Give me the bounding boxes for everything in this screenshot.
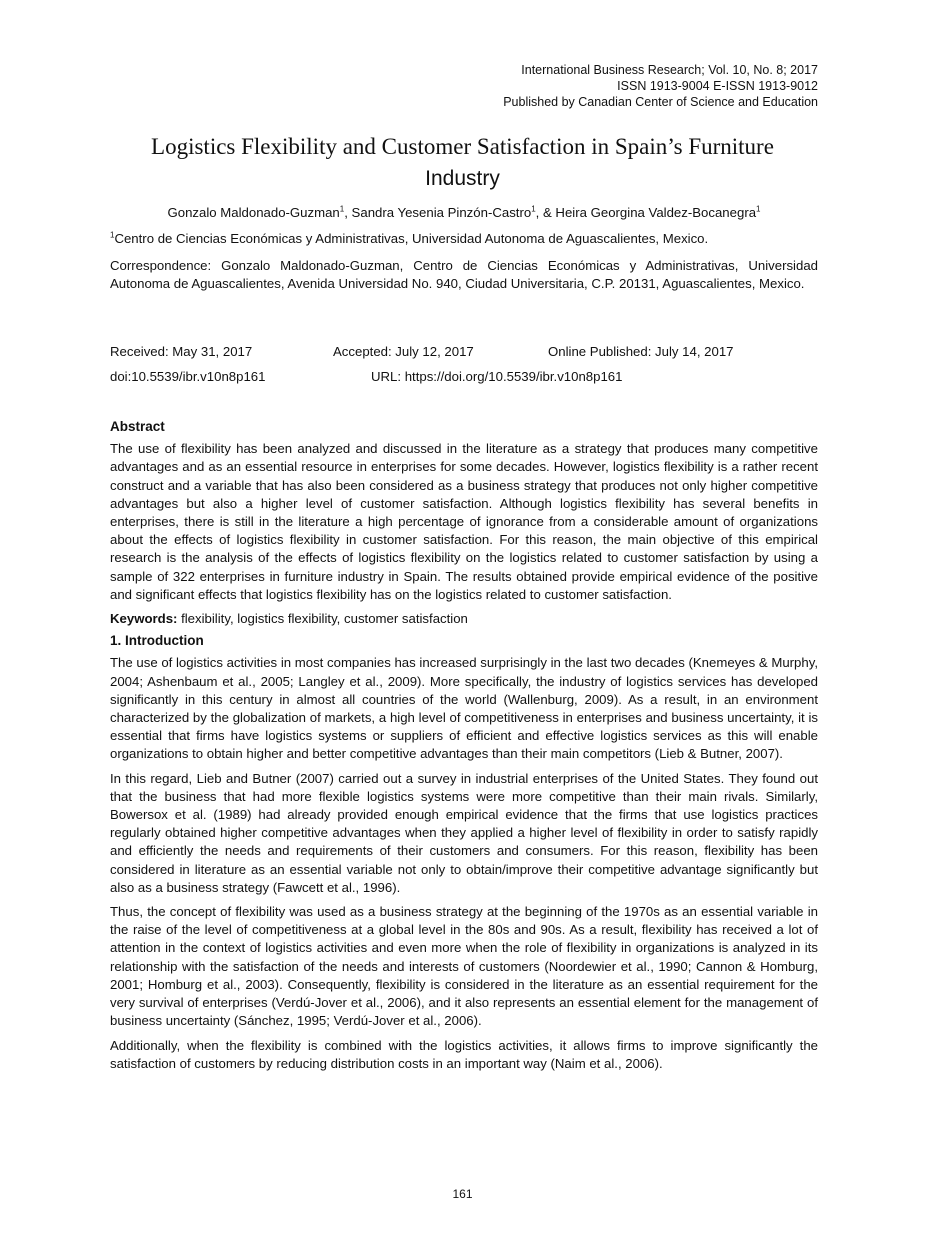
page-number: 161 <box>452 1187 473 1201</box>
accepted-date: Accepted: July 12, 2017 <box>333 344 474 359</box>
author-2: , Sandra Yesenia Pinzón-Castro <box>344 205 532 220</box>
title-line-1: Logistics Flexibility and Customer Satisfaction in Spain’s Furniture <box>151 134 774 159</box>
author-3-affil: 1 <box>756 204 761 214</box>
abstract-text: The use of flexibility has been analyzed and discussed in the literature as a strategy that produces many competitive advantages and as an essential resource in enterprises for some decades. However, logistics flexibility is a rather recent construct and a variable that has also been considered as a business strategy that produces not only higher competitive advantages but also a higher level of customer satisfaction. Although logistics flexibility has several benefits in enterprises, there is still in the literature a high percentage of ignorance from a considerable amount of organizations about the effects of logistics flexibility in customer satisfaction. For this reason, the main objective of this empirical research is the analysis of the effects of logistics flexibility on the logistics related to customer satisfaction by using a sample of 322 enterprises in furniture industry in Spain. The results obtained provide empirical evidence of the positive and significant effects that logistics flexibility has on the logistics related to customer satisfaction. <box>110 441 818 602</box>
keywords <box>110 610 818 628</box>
author-2-affil: 1 <box>531 204 536 214</box>
publication-dates <box>110 343 810 393</box>
author-1: Gonzalo Maldonado-Guzman <box>167 205 340 220</box>
intro-paragraph-1: The use of logistics activities in most companies has increased surprisingly in the last two decades (Knemeyes & Murphy, 2004; Ashenbaum et al., 2005; Langley et al., 2009). More specifically, the industry of logistics services has developed significantly in this century in almost all countries of the world (Wallenburg, 2009). As a result, in an environment characterized by the globalization of markets, a high level of competitiveness in enterprises and business uncertainty, it is essential that firms have logistics systems or suppliers of efficient and effective logistics services as this will enable organizations to obtain higher and better competitive advantages than their main competitors (Lieb & Butner, 2007). <box>110 655 818 762</box>
journal-publisher: Published by Canadian Center of Science and Education <box>503 95 818 109</box>
paper-body <box>110 418 818 1079</box>
affiliation <box>110 230 818 248</box>
title-line-2: Industry <box>425 167 500 190</box>
introduction-heading: 1. Introduction <box>110 633 204 649</box>
doi: doi:10.5539/ibr.v10n8p161 <box>110 369 266 384</box>
journal-issn: ISSN 1913-9004 E-ISSN 1913-9012 <box>617 79 818 93</box>
received-date: Received: May 31, 2017 <box>110 344 253 359</box>
author-1-affil: 1 <box>339 204 345 214</box>
correspondence: Correspondence: Gonzalo Maldonado-Guzman, Centro de Ciencias Económicas y Administrativas, Universidad Autonoma de Aguascalientes, Avenida Universidad No. 940, Ciudad Universitaria, C.P. 20131, Aguascalientes, Mexico. <box>110 258 818 291</box>
keywords-label: Keywords: <box>110 611 178 627</box>
affiliation-text: Centro de Ciencias Económicas y Administrativas, Universidad Autonoma de Aguascalientes, Mexico. <box>114 231 709 246</box>
intro-paragraph-2: In this regard, Lieb and Butner (2007) carried out a survey in industrial enterprises of the United States. They found out that the business that had more flexible logistics systems were more competitive than their main rivals. Similarly, Bowersox et al. (1989) had already provided enough empirical evidence that the firms that use logistics practices regularly obtained higher competitive advantages when they applied a higher level of flexibility in order to satisfy rapidly and efficiently the needs and requirements of their customers and consumers. For this reason, flexibility has been considered in literature as an essential variable not only to obtain/improve their competitive advantage significantly but also as a business strategy (Fawcett et al., 1996). <box>110 770 818 895</box>
intro-paragraph-3: Thus, the concept of flexibility was used as a business strategy at the beginning of the 1970s as an essential variable in the raise of the level of competitiveness at a global level in the 80s and 90s. As a result, flexibility has received a lot of attention in the context of logistics activities and even more when the role of flexibility in organizations is analyzed in its relationship with the satisfaction of the needs and interests of customers (Noordewier et al., 1990; Cannon & Homburg, 2001; Homburg et al., 2003). Consequently, flexibility is considered in the literature as an essential requirement for the very survival of enterprises (Verdú-Jover et al., 2006), and it also represents an essential element for the management of business uncertainty (Sánchez, 1995; Verdú-Jover et al., 2006). <box>110 904 818 1029</box>
journal-citation: International Business Research; Vol. 10, No. 8; 2017 <box>521 63 818 77</box>
paper-title <box>110 131 815 195</box>
intro-paragraph-4: Additionally, when the flexibility is combined with the logistics activities, it allows firms to improve significantly the satisfaction of customers by reducing distribution costs in an important way (Naim et al., 2006). <box>110 1037 818 1071</box>
journal-header <box>503 62 818 110</box>
abstract-heading: Abstract <box>110 419 165 434</box>
author-list <box>110 205 818 220</box>
keywords-text: flexibility, logistics flexibility, customer satisfaction <box>177 611 468 627</box>
url: URL: https://doi.org/10.5539/ibr.v10n8p161 <box>371 369 623 384</box>
author-3: , & Heira Georgina Valdez-Bocanegra <box>535 205 757 220</box>
affiliation-marker: 1 <box>110 230 115 240</box>
published-date: Online Published: July 14, 2017 <box>548 344 734 359</box>
